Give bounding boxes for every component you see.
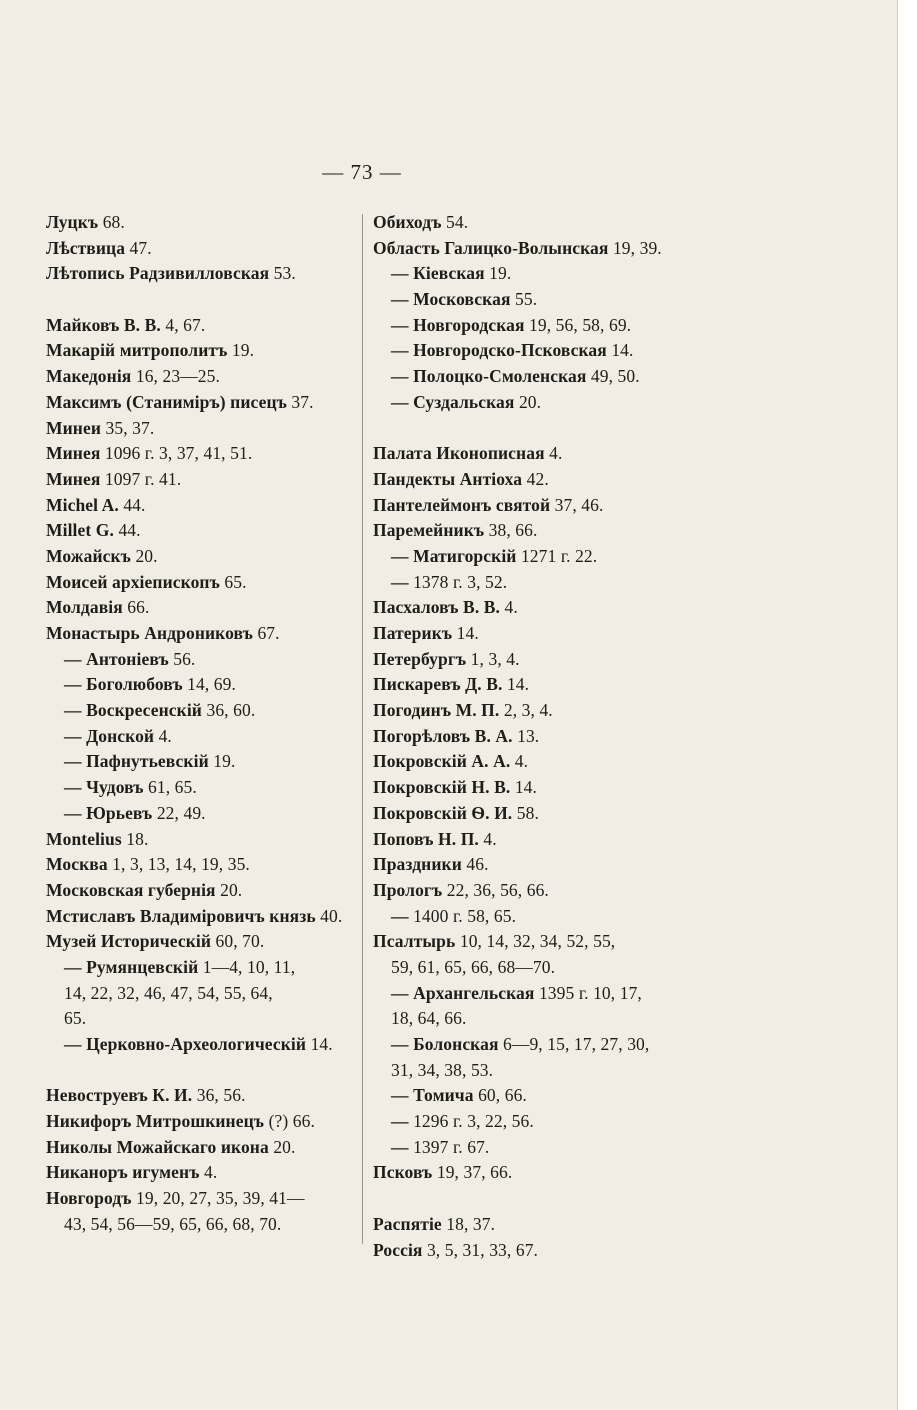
index-term: Распятіе [373,1213,442,1234]
page-references: 61, 65. [143,777,197,798]
section-gap [373,416,683,442]
index-term: Патерикъ [373,623,453,643]
index-entry [373,1238,683,1264]
index-entry [373,287,683,313]
section-gap [46,1058,352,1084]
page-references: 47. [125,237,152,258]
index-entry [373,1006,683,1032]
page-references: 40. [315,905,343,926]
index-term: — Матигорскій [391,545,517,566]
page-references: 19, 20, 27, 35, 39, 41— [131,1188,305,1209]
index-entry [46,1083,352,1109]
index-entry [373,749,683,775]
page-references: 16, 23—25. [131,366,220,387]
page-references: 44. [113,520,141,541]
index-entry [46,724,352,750]
page-references: 1—4, 10, 11, [198,956,296,977]
index-term: Монастырь Андрониковъ [46,623,253,643]
index-term: — Новгородско-Псковская [391,340,607,361]
index-entry [373,595,683,621]
page-references: 14. [306,1034,333,1054]
index-entry [373,904,683,930]
page-references: 19, 39. [608,237,662,258]
index-entry [373,852,683,878]
index-entry [46,698,352,724]
index-term: Пантелеймонъ святой [373,494,551,515]
page-references: 4. [478,828,497,849]
page-references: 37. [286,391,314,412]
index-entry [373,1212,683,1238]
index-term: — [391,1136,409,1157]
index-term: Псковъ [373,1162,433,1183]
page-references: 56. [168,648,196,669]
index-term: — Полоцко-Смоленская [391,366,587,387]
page-references: 14, 69. [182,674,236,695]
index-term: Прологъ [373,879,443,900]
page-references: 2, 3, 4. [499,700,553,721]
index-term: Невоструевъ К. И. [46,1085,193,1106]
index-term: Покровскій Н. В. [373,777,511,798]
index-entry [46,929,352,955]
page-references: 49, 50. [586,366,640,387]
index-term: — Кіевская [391,263,485,284]
index-term: Максимъ (Станиміръ) писецъ [46,391,287,412]
page-references: 1, 3, 13, 14, 19, 35. [107,854,250,875]
page-references: 60, 66. [473,1085,527,1106]
index-entry [46,1006,352,1032]
index-entry [373,1135,683,1161]
index-term: — Томича [391,1085,474,1106]
page-references: 19. [208,751,236,772]
page-references: 54. [441,212,469,232]
index-term: — Боголюбовъ [64,674,183,695]
page-references: 14, 22, 32, 46, 47, 54, 55, 64, [64,982,273,1003]
index-term: Николы Можайскаго икона [46,1136,269,1157]
index-entry [46,441,352,467]
index-term: — Болонская [391,1034,499,1054]
index-term: Никаноръ игуменъ [46,1162,200,1183]
index-entry [373,441,683,467]
index-entry [46,544,352,570]
page-references: 4. [199,1162,218,1183]
index-term: Минея [46,468,101,489]
index-entry [46,775,352,801]
index-term: Паремейникъ [373,520,485,541]
index-column-left [46,210,352,1238]
index-term: — Чудовъ [64,777,144,798]
index-term: Millet G. [46,520,114,541]
page-references: 59, 61, 65, 66, 68—70. [391,956,556,977]
page-references: 22, 49. [152,802,206,823]
index-entry [373,827,683,853]
index-term: — [391,1111,409,1132]
page-references: 1397 г. 67. [408,1136,490,1157]
index-entry [46,416,352,442]
index-entry [46,1160,352,1186]
page-references: 20. [514,391,542,412]
index-entry [373,390,683,416]
page-references: 53. [269,263,296,284]
page-references: 36, 60. [202,700,256,721]
page-references: 14. [606,340,634,361]
page-references: 55. [510,289,538,310]
index-entry [373,313,683,339]
page-references: 37, 46. [550,494,604,515]
index-term: Макарій митрополитъ [46,340,228,361]
page-references: 19, 37, 66. [432,1162,513,1183]
index-term: Молдавія [46,597,123,618]
index-entry [46,210,352,236]
index-term: Обиходъ [373,212,442,232]
index-entry [46,801,352,827]
index-term: — [391,571,409,592]
index-entry [373,1032,683,1058]
page-references: 65. [64,1008,87,1029]
index-term: Россія [373,1239,423,1260]
page-references: 18, 64, 66. [391,1008,467,1029]
index-entry [46,313,352,339]
index-column-right [373,210,683,1263]
index-entry [373,801,683,827]
index-term: Michel A. [46,494,119,515]
page-references: 14. [452,623,479,643]
page-references: 10, 14, 32, 34, 52, 55, [455,931,616,952]
index-term: — Румянцевскій [64,956,199,977]
index-entry [46,904,352,930]
index-entry [46,518,352,544]
index-term: Московская губернія [46,879,216,900]
page-references: 1296 г. 3, 22, 56. [408,1111,534,1132]
index-entry [373,518,683,544]
index-entry [373,775,683,801]
index-entry [373,364,683,390]
index-entry [46,595,352,621]
index-entry [46,981,352,1007]
page-references: 4. [500,597,518,618]
page-references: 20. [215,879,243,900]
column-divider [362,214,363,1244]
page-references: 19, 56, 58, 69. [524,314,632,335]
section-gap [46,287,352,313]
page-references: 43, 54, 56—59, 65, 66, 68, 70. [64,1213,282,1234]
page-references: 46. [461,854,489,875]
index-term: — Антоніевъ [64,648,169,669]
index-entry [46,878,352,904]
page-references: 18. [121,828,149,849]
page-references: 4. [154,725,172,746]
index-term: Мстиславъ Владиміровичъ князь [46,905,316,926]
index-term: — Церковно-Археологическій [64,1034,307,1054]
index-term: — Юрьевъ [64,802,153,823]
index-entry [373,1058,683,1084]
index-entry [46,827,352,853]
page-references: 1096 г. 3, 37, 41, 51. [100,443,253,464]
index-entry [46,467,352,493]
index-term: — Новгородская [391,314,525,335]
page-references: 6—9, 15, 17, 27, 30, [498,1034,650,1054]
page-references: 20. [130,545,158,566]
index-entry [46,1135,352,1161]
index-term: Поповъ Н. П. [373,828,479,849]
index-entry [373,981,683,1007]
index-term: Луцкъ [46,212,99,232]
index-term: Погодинъ М. П. [373,700,500,721]
page-references: 38, 66. [484,520,538,541]
index-term: — Воскресенскій [64,700,202,721]
index-entry [46,338,352,364]
index-term: — [391,905,409,926]
index-term: Лѣтопись Радзивилловская [46,263,270,284]
index-entry [46,1032,352,1058]
index-term: — Суздальская [391,391,515,412]
page-number: — 73 — [322,160,402,184]
index-entry [373,621,683,647]
page-references: 58. [512,802,539,823]
page-references: 1400 г. 58, 65. [408,905,517,926]
index-term: — Пафнутьевскій [64,751,209,772]
index-entry [373,1160,683,1186]
index-term: Москва [46,854,108,875]
page-references: 19. [227,340,255,361]
page-references: 1271 г. 22. [516,545,598,566]
index-entry [46,364,352,390]
index-entry [373,467,683,493]
page-references: (?) 66. [264,1111,315,1132]
index-entry [373,338,683,364]
index-entry [46,621,352,647]
index-entry [46,236,352,262]
index-term: Петербургъ [373,648,467,669]
page-references: 60, 70. [211,931,265,952]
index-term: Праздники [373,854,462,875]
page-references: 4. [510,751,529,772]
index-entry [46,1109,352,1135]
index-term: — Московская [391,289,511,310]
index-entry [373,544,683,570]
index-term: Montelius [46,828,122,849]
index-entry [373,210,683,236]
index-entry [46,493,352,519]
page-references: 19. [484,263,512,284]
page-references: 68. [98,212,125,232]
index-entry [46,749,352,775]
index-term: Погорѣловъ В. А. [373,725,513,746]
page-references: 42. [522,468,549,489]
index-entry [373,1109,683,1135]
page-references: 20. [268,1136,296,1157]
index-term: — Архангельская [391,982,535,1003]
page-references: 22, 36, 56, 66. [442,879,549,900]
index-entry [373,878,683,904]
index-term: Покровскій Ѳ. И. [373,802,513,823]
index-term: Псалтырь [373,931,456,952]
index-entry [373,647,683,673]
index-entry [46,647,352,673]
index-entry [373,1083,683,1109]
page-references: 36, 56. [192,1085,246,1106]
index-entry [46,261,352,287]
index-entry [46,1186,352,1212]
index-entry [373,929,683,955]
index-term: Музей Историческій [46,931,212,952]
index-entry [373,570,683,596]
index-term: Моисей архіепископъ [46,571,220,592]
page-references: 1395 г. 10, 17, [534,982,642,1003]
page-references: 1, 3, 4. [466,648,520,669]
page-references: 1378 г. 3, 52. [408,571,508,592]
page-references: 1097 г. 41. [100,468,182,489]
index-entry [373,724,683,750]
page-references: 14. [510,777,537,798]
index-term: — Донской [64,725,155,746]
index-term: Можайскъ [46,545,131,566]
page-references: 14. [502,674,530,695]
index-term: Пандекты Антіоха [373,468,523,489]
index-term: Македонія [46,366,132,387]
index-entry [373,672,683,698]
index-term: Новгородъ [46,1188,132,1209]
index-entry [46,672,352,698]
index-term: Никифоръ Митрошкинецъ [46,1111,265,1132]
index-entry [46,1212,352,1238]
index-entry [373,261,683,287]
page-references: 31, 34, 38, 53. [391,1059,494,1080]
index-term: Область Галицко-Волынская [373,237,609,258]
page-references: 44. [118,494,146,515]
index-entry [373,955,683,981]
index-entry [46,390,352,416]
index-term: Покровскій А. А. [373,751,511,772]
index-entry [373,493,683,519]
page-references: 35, 37. [101,417,155,438]
page-references: 13. [512,725,540,746]
index-term: Минеи [46,417,102,438]
page-references: 4. [544,443,563,464]
index-term: Палата Иконописная [373,443,545,464]
index-entry [46,570,352,596]
page-references: 18, 37. [441,1213,496,1234]
page-references: 65. [219,571,247,592]
page-references: 3, 5, 31, 33, 67. [422,1239,539,1260]
index-term: Пасхаловъ В. В. [373,597,501,618]
index-entry [46,955,352,981]
page-references: 67. [252,623,280,643]
index-term: Пискаревъ Д. В. [373,674,503,695]
page-references: 4, 67. [160,314,206,335]
index-entry [373,698,683,724]
index-entry [46,852,352,878]
index-entry [373,236,683,262]
index-term: Майковъ В. В. [46,314,161,335]
index-term: Минея [46,443,101,464]
section-gap [373,1186,683,1212]
page-references: 66. [122,597,150,618]
index-term: Лѣствица [46,237,126,258]
